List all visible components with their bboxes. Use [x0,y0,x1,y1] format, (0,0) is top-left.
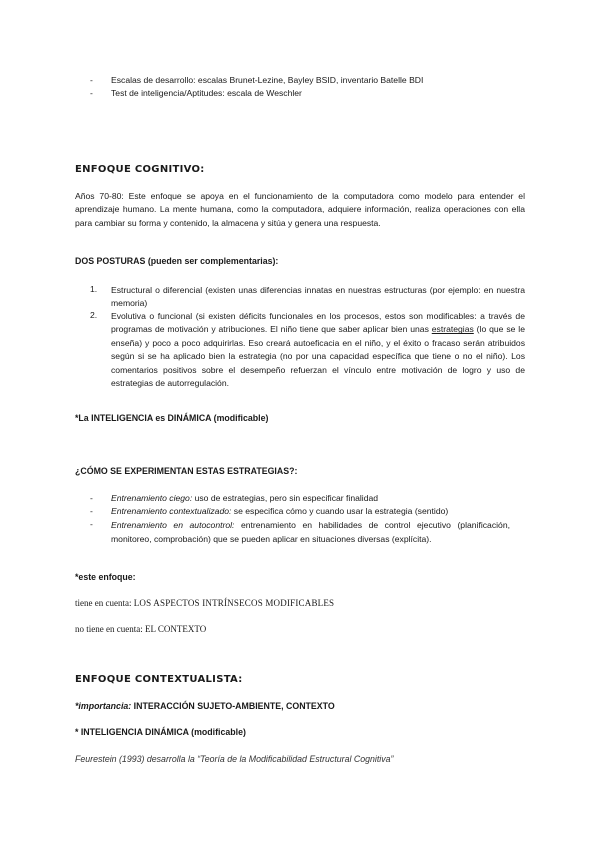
feurestein-line: Feurestein (1993) desarrolla la “Teoría de la Modificabilidad Estructural Cognitiva” [75,754,394,764]
list-bullet: - [90,88,93,98]
enfoque-note: *este enfoque: [75,572,136,582]
list-item: Entrenamiento contextualizado: se especifica cómo y cuando usar la estrategia (sentido) [111,506,449,516]
postura-item: Estructural o diferencial (existen unas diferencias innatas en nuestras estructuras (por ejemplo: en nuestra memoria) [111,285,525,309]
no-tiene-en-cuenta: no tiene en cuenta: EL CONTEXTO [75,624,207,634]
section-heading-contextualista: ENFOQUE CONTEXTUALISTA: [75,674,243,685]
list-number: 1. [90,284,98,294]
list-bullet: - [90,75,93,85]
list-bullet: - [90,519,93,529]
posturas-heading: DOS POSTURAS (pueden ser complementarias): [75,256,279,266]
section-heading-cognitivo: ENFOQUE COGNITIVO: [75,164,205,175]
importancia-line: *importancia: INTERACCIÓN SUJETO-AMBIENTE, CONTEXTO [75,701,335,711]
list-bullet: - [90,493,93,503]
list-item: Entrenamiento en autocontrol: entrenamiento en habilidades de control ejecutivo (planificación, monitoreo, comprobación) que se pueden aplicar en situaciones diversas (explícita). [111,520,510,544]
inteligencia-note: *La INTELIGENCIA es DINÁMICA (modificable) [75,413,269,423]
underlined-term: estrategias [431,324,474,335]
list-item: Escalas de desarrollo: escalas Brunet-Lezine, Bayley BSID, inventario Batelle BDI [111,75,424,85]
list-number: 2. [90,310,98,320]
list-item: Entrenamiento ciego: uso de estrategias, pero sin especificar finalidad [111,493,379,503]
postura-item: Evolutiva o funcional (si existen déficits funcionales en los procesos, estos son modificables: a través de programas de motivación y atribuciones. El niño tiene que saber aplicar bien unas estrategias (lo que se le enseña) y poco a poco adquirirlas. Eso creará autoeficacia en el niño, y el éxito o fracaso serán atribuidos según si se ha aplicado bien la estrategia (no por una capacidad específica que tiene o no el niño). Los comentarios positivos sobre el desempeño refuerzan el vínculo entre motivación de logro y uso de estrategias de autorregulación. [111,311,525,389]
contextualista-inteligencia: * INTELIGENCIA DINÁMICA (modificable) [75,727,246,737]
experimentan-heading: ¿CÓMO SE EXPERIMENTAN ESTAS ESTRATEGIAS?: [75,466,298,476]
list-bullet: - [90,506,93,516]
list-item: Test de inteligencia/Aptitudes: escala de Weschler [111,88,302,98]
tiene-en-cuenta: tiene en cuenta: LOS ASPECTOS INTRÍNSECOS MODIFICABLES [75,598,335,608]
cognitivo-intro: Años 70-80: Este enfoque se apoya en el funcionamiento de la computadora como modelo para entender el aprendizaje humano. La mente humana, como la computadora, adquiere información, realiza operaciones con ella para cambiar su forma y contenido, la almacena y sitúa y genera una respuesta. [75,191,525,228]
